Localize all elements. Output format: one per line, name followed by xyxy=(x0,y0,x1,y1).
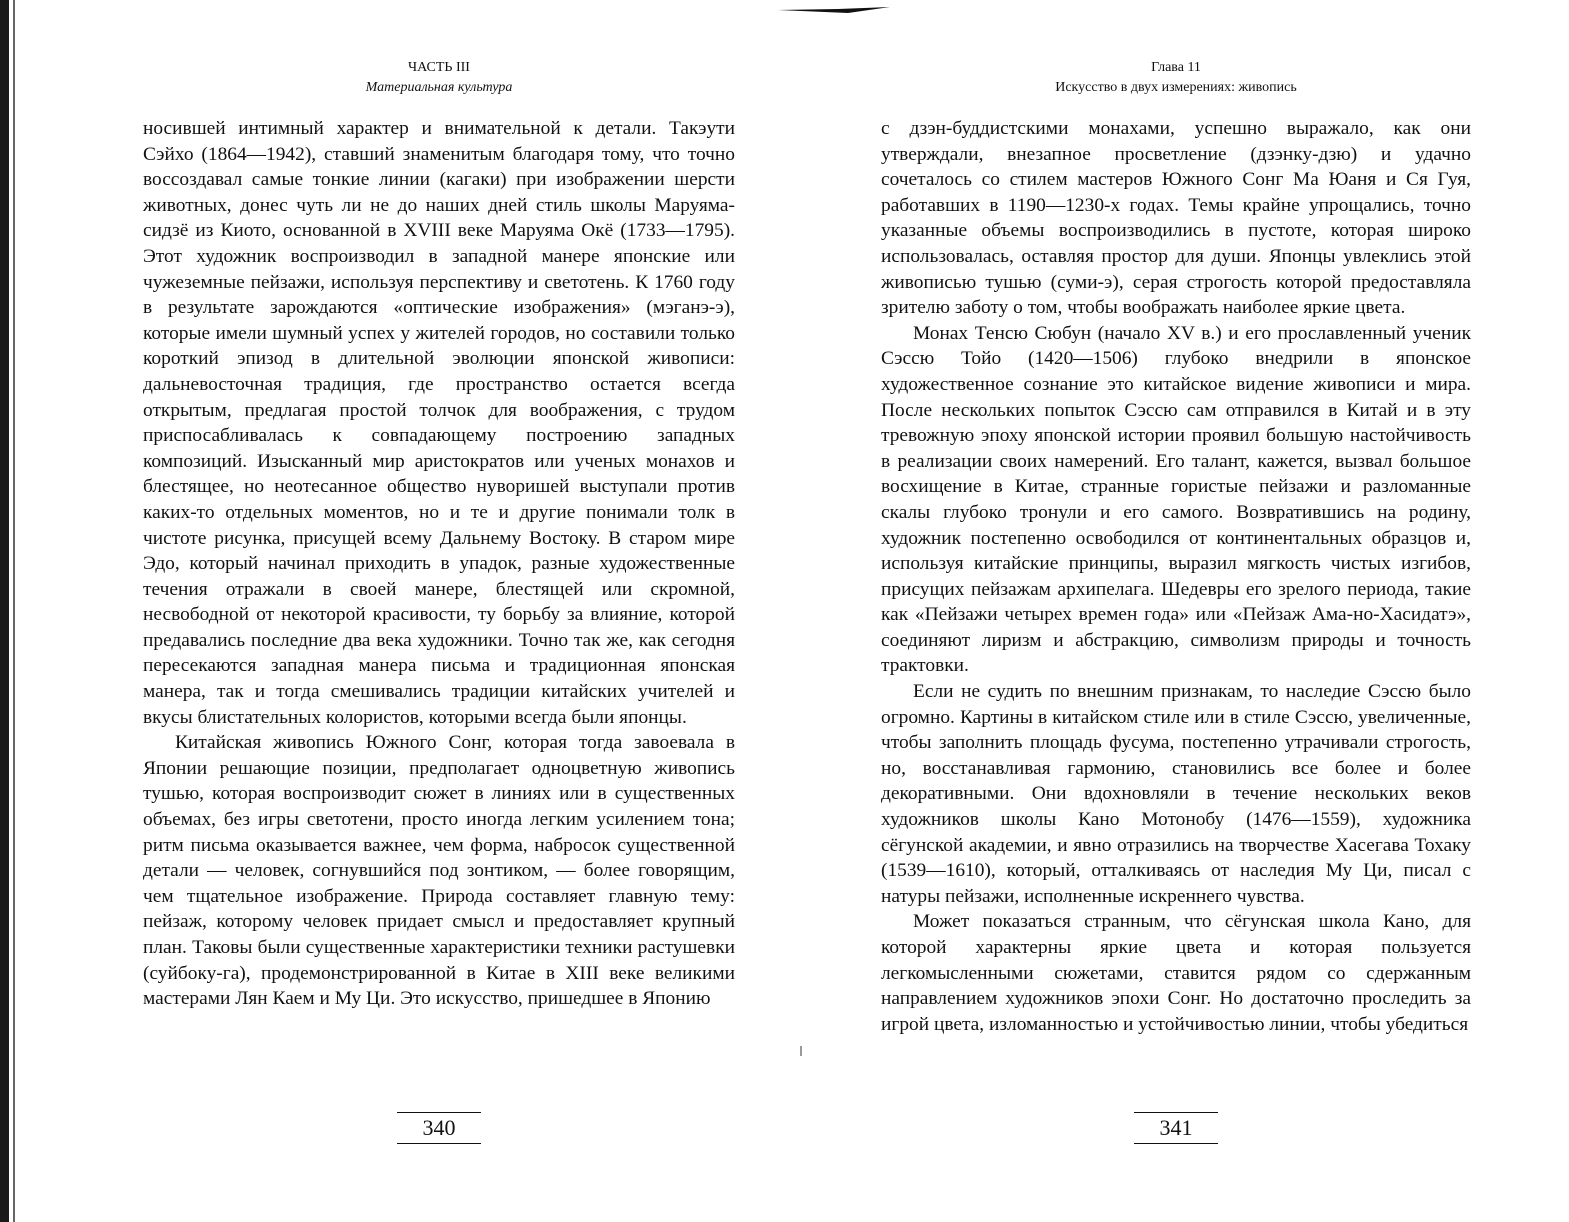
left-header-part: ЧАСТЬ III xyxy=(408,60,470,75)
right-header-title: Искусство в двух измерениях: живопись xyxy=(1055,80,1297,95)
right-paragraph-2: Монах Тенсю Сюбун (начало XV в.) и его прославленный ученик Сэссю Тойо (1420—1506) глубоко внедрили в японское художественное сознание это китайское видение живописи и мира. После нескольких попыток Сэссю сам отправился в Китай и в эту тревожную эпоху японской истории проявил большую настойчивость в реализации своих намерений. Его талант, кажется, вызвал большое восхищение в Китае, странные гористые пейзажи и разломанные скалы глубоко тронули и его самого. Возвратившись на родину, художник постепенно освободился от континентальных образцов и, используя китайские принципы, выразил мягкость чистых изгибов, присущих пейзажам архипелага. Шедевры его зрелого периода, такие как «Пейзажи четырех времен года» или «Пейзаж Ама-но-Хасидатэ», соединяют лиризм и абстракцию, символизм природы и точность трактовки. xyxy=(881,322,1471,677)
book-spine-line xyxy=(13,0,15,1222)
left-paragraph-2: Китайская живопись Южного Сонг, которая тогда завоевала в Японии решающие позиции, предполагает одноцветную живопись тушью, которая воспроизводит сюжет в линиях или в существенных объемах, без игры светотени, просто иногда легким усилением тона; ритм письма оказывается важнее, чем форма, набросок существенной детали — человек, согнувшийся под зонтиком, — более говорящим, чем тщательное изображение. Природа составляет главную тему: пейзаж, которому человек придает смысл и предоставляет крупный план. Таковы были существенные характеристики техники растушевки (суйбоку-га), продемонстрированной в Китае в XIII веке великими мастерами Лян Каем и Му Ци. Это искусство, пришедшее в Японию xyxy=(143,732,735,1010)
book-spine-shadow xyxy=(0,0,9,1222)
scan-artifact-mark xyxy=(778,4,890,16)
right-body-text xyxy=(881,116,1471,1037)
left-body-text xyxy=(143,116,735,1012)
right-running-head xyxy=(881,58,1471,98)
left-running-head xyxy=(143,58,735,98)
right-header-part: Глава 11 xyxy=(1151,60,1201,75)
right-page-number: 341 xyxy=(1134,1112,1218,1144)
left-header-title: Материальная культура xyxy=(365,80,513,95)
right-paragraph-3: Если не судить по внешним признакам, то наследие Сэссю было огромно. Картины в китайском стиле или в стиле Сэссю, увеличенные, чтобы заполнить площадь фусума, постепенно утрачивали строгость, но, восстанавливая гармонию, становились все более и более декоративными. Они вдохновляли в течение нескольких веков художников школы Кано Мотонобу (1476—1559), художника сёгунской академии, и явно отразились на творчестве Хасегава Тохаку (1539—1610), который, отталкиваясь от наследия Му Ци, писал с натуры пейзажи, исполненные искреннего чувства. xyxy=(881,681,1471,907)
left-page-number: 340 xyxy=(397,1112,481,1144)
right-paragraph-1: с дзэн-буддистскими монахами, успешно выражало, как они утверждали, внезапное просветление (дзэнку-дзю) и удачно сочеталось со стилем мастеров Южного Сонг Ма Юаня и Ся Гуя, работавших в 1190—1230-х годах. Темы крайне упрощались, точно указанные объемы воспроизводились в пустоте, которая широко использовалась, оставляя простор для души. Японцы увлеклись этой живописью тушью (суми-э), серая строгость которой предоставляла зрителю заботу о том, чтобы воображать наиболее яркие цвета. xyxy=(881,118,1471,319)
scan-artifact-dot xyxy=(800,1046,802,1056)
right-paragraph-4: Может показаться странным, что сёгунская школа Кано, для которой характерны яркие цвета и которая пользуется легкомысленными сюжетами, ставится рядом со сдержанным направлением художников эпохи Сонг. Но достаточно проследить за игрой цвета, изломанностью и устойчивостью линии, чтобы убедиться xyxy=(881,911,1471,1035)
left-paragraph-1: носившей интимный характер и внимательной к детали. Такэути Сэйхо (1864—1942), ставший знаменитым благодаря тому, что точно воссоздавал самые тонкие линии (кагаки) при изображении шерсти животных, донес чуть ли не до наших дней стиль школы Маруяма-сидзё из Киото, основанной в XVIII веке Маруяма Окё (1733—1795). Этот художник воспроизводил в западной манере японские или чужеземные пейзажи, используя перспективу и светотень. К 1760 году в результате зарождаются «оптические изображения» (мэганэ-э), которые имели шумный успех у жителей городов, но составили только короткий эпизод в длительной эволюции японской живописи: дальневосточная традиция, где пространство остается всегда открытым, предлагая простой толчок для воображения, с трудом приспосабливалась к совпадающему построению западных композиций. Изысканный мир аристократов или ученых монахов и блестящее, но неотесанное общество нуворишей выступали против каких-то отдельных моментов, но и те и другие понимали толк в чистоте рисунка, присущей всему Дальнему Востоку. В старом мире Эдо, который начинал приходить в упадок, разные художественные течения отражали в своей манере, блестящей или скромной, несвободной от некоторой красивости, ту борьбу за влияние, которой предавались последние два века художники. Точно так же, как сегодня пересекаются западная манера письма и традиционная японская манера, так и тогда смешивались традиции китайских учителей и вкусы блистательных колористов, которыми всегда были японцы. xyxy=(143,118,735,728)
